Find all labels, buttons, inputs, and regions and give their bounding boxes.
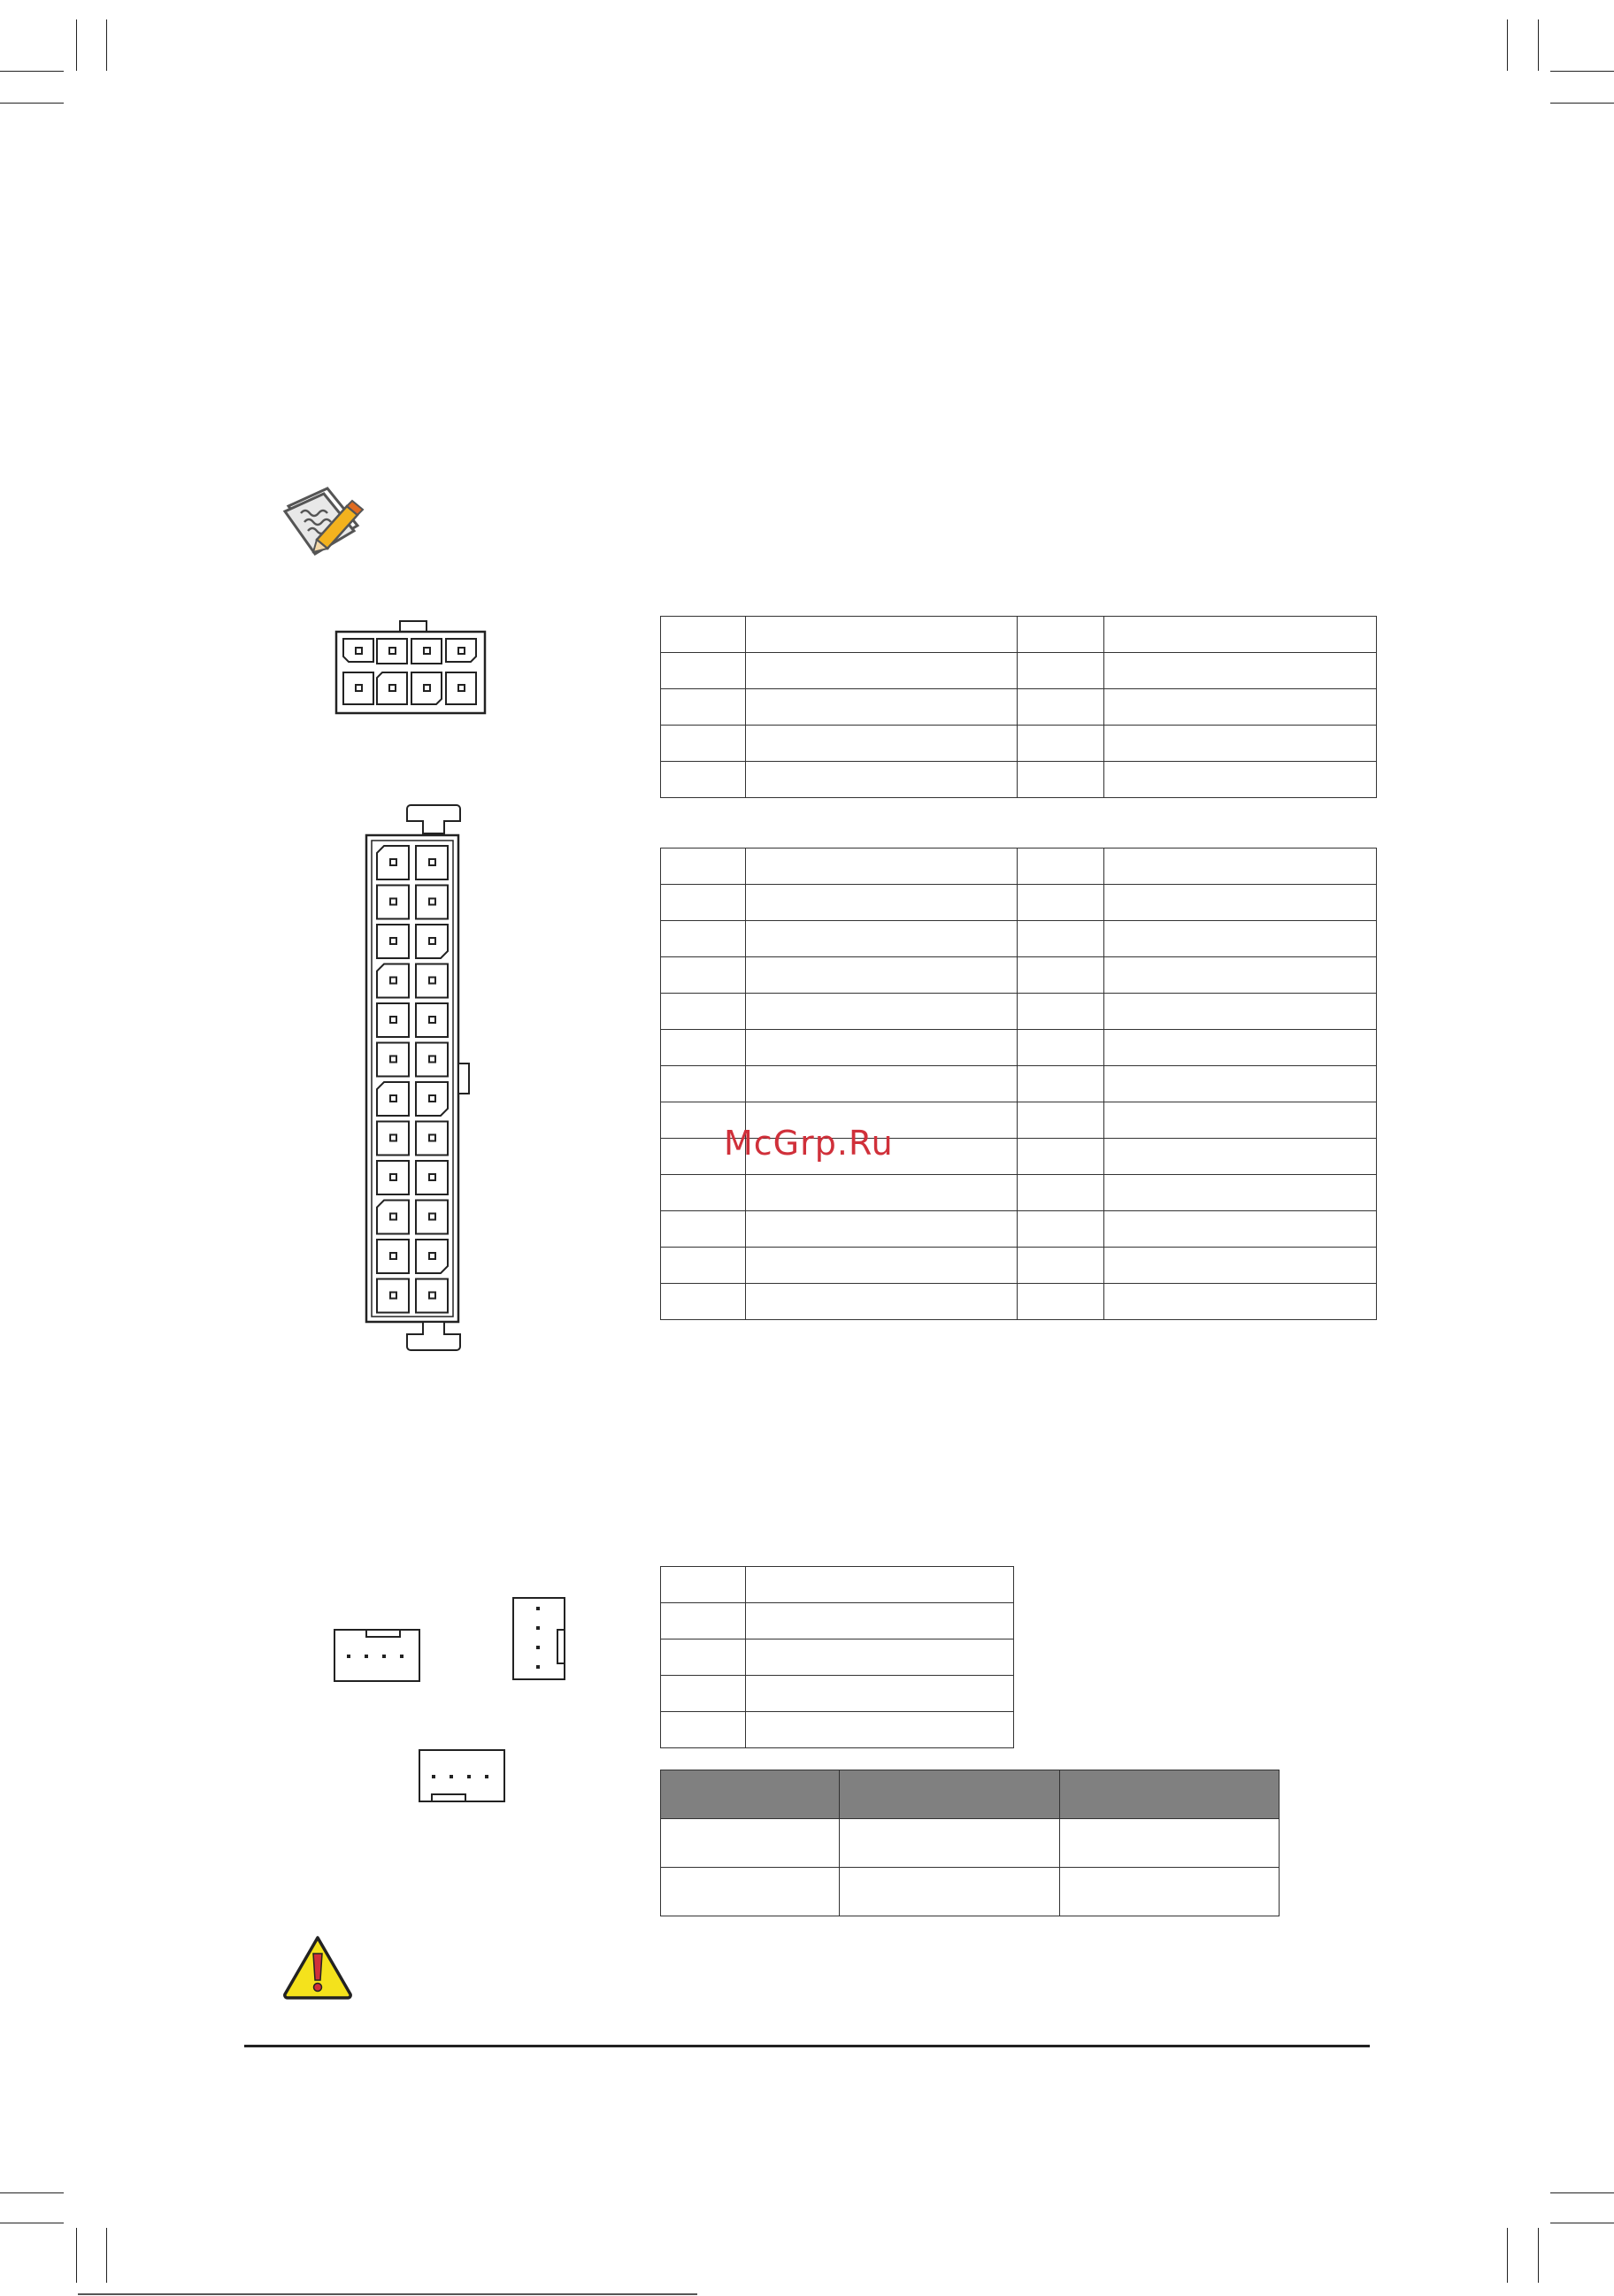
fan-header-horizontal-flipped — [418, 1748, 508, 1807]
table-row — [661, 957, 1377, 994]
table-cell — [661, 1603, 746, 1639]
footer-rule — [244, 2045, 1370, 2047]
atx-24pin-table — [660, 848, 1377, 1320]
table-cell — [661, 1819, 840, 1868]
table-cell — [1018, 1102, 1104, 1139]
table-cell — [661, 617, 746, 653]
table-cell — [661, 1248, 746, 1284]
table-cell — [745, 885, 1018, 921]
pin-contact — [390, 938, 396, 944]
pin-contact — [429, 1095, 435, 1102]
table-cell — [1018, 726, 1104, 762]
table-row — [661, 885, 1377, 921]
table-cell — [745, 849, 1018, 885]
page-edge-line — [78, 2293, 697, 2295]
table-cell — [1104, 885, 1377, 921]
atx-24pin-connector — [361, 803, 474, 1352]
pin-contact — [429, 1174, 435, 1180]
table-cell — [745, 1066, 1018, 1102]
table-cell — [1018, 957, 1104, 994]
table-row — [661, 1284, 1377, 1320]
table-cell — [661, 1770, 840, 1819]
table-cell — [661, 1030, 746, 1066]
table-cell — [661, 1639, 746, 1676]
table-cell — [661, 1284, 746, 1320]
table-cell — [1104, 1211, 1377, 1248]
fan-header-vertical — [510, 1594, 570, 1683]
table-cell — [661, 762, 746, 798]
table-cell — [661, 1175, 746, 1211]
crop-mark — [1550, 71, 1614, 72]
fan-header-table — [660, 1566, 1014, 1748]
table-cell — [1104, 1175, 1377, 1211]
table-cell — [1060, 1819, 1280, 1868]
table-cell — [1018, 1248, 1104, 1284]
crop-mark — [1538, 19, 1539, 71]
table-row — [661, 1211, 1377, 1248]
pin-contact — [429, 1135, 435, 1141]
crop-mark — [1538, 2228, 1539, 2283]
table-cell — [745, 957, 1018, 994]
crop-mark — [1507, 2228, 1508, 2283]
table-cell — [1104, 1248, 1377, 1284]
pin-contact — [390, 978, 396, 984]
table-cell — [1104, 957, 1377, 994]
pin-contact — [429, 1017, 435, 1023]
table-cell — [661, 653, 746, 689]
table-cell — [839, 1868, 1060, 1916]
table-cell — [745, 689, 1018, 726]
table-row — [661, 994, 1377, 1030]
crop-mark — [106, 19, 107, 71]
table-cell — [661, 1868, 840, 1916]
table-cell — [745, 1676, 1013, 1712]
table-row — [661, 1567, 1014, 1603]
table-cell — [745, 762, 1018, 798]
table-row — [661, 726, 1377, 762]
table-cell — [745, 1567, 1013, 1603]
table-cell — [661, 1567, 746, 1603]
pin-contact — [390, 1017, 396, 1023]
pin-contact — [429, 899, 435, 905]
note-pencil-icon — [281, 485, 366, 559]
crop-mark — [1550, 103, 1614, 104]
table-row — [661, 921, 1377, 957]
table-cell — [661, 885, 746, 921]
table-cell — [839, 1770, 1060, 1819]
table-row — [661, 1819, 1280, 1868]
table-cell — [1018, 1066, 1104, 1102]
table-cell — [661, 957, 746, 994]
pin-contact — [429, 938, 435, 944]
pin-contact — [390, 1135, 396, 1141]
pin-contact — [429, 1253, 435, 1259]
table-cell — [1104, 762, 1377, 798]
pin-contact — [390, 899, 396, 905]
table-cell — [1060, 1868, 1280, 1916]
table-row — [661, 1248, 1377, 1284]
table-cell — [1104, 921, 1377, 957]
table-row — [661, 1770, 1280, 1819]
table-row — [661, 762, 1377, 798]
pin-contact — [429, 859, 435, 865]
fan-header-horizontal — [333, 1624, 423, 1683]
table-cell — [1018, 762, 1104, 798]
table-cell — [661, 1676, 746, 1712]
crop-mark — [0, 71, 64, 72]
atx-12v-8pin-connector — [334, 619, 488, 717]
table-row — [661, 1639, 1014, 1676]
table-row — [661, 1712, 1014, 1748]
table-cell — [839, 1819, 1060, 1868]
table-cell — [661, 921, 746, 957]
table-cell — [661, 1066, 746, 1102]
crop-mark — [1507, 19, 1508, 71]
table-cell — [745, 1030, 1018, 1066]
pin-contact — [429, 1056, 435, 1063]
table-cell — [1018, 689, 1104, 726]
table-cell — [745, 921, 1018, 957]
table-cell — [661, 994, 746, 1030]
table-cell — [1104, 1102, 1377, 1139]
table-cell — [745, 1712, 1013, 1748]
table-row — [661, 617, 1377, 653]
table-cell — [1104, 689, 1377, 726]
table-cell — [661, 726, 746, 762]
table-cell — [745, 1603, 1013, 1639]
table-cell — [745, 1284, 1018, 1320]
pin-contact — [429, 1214, 435, 1220]
table-cell — [1104, 653, 1377, 689]
fan-spec-table — [660, 1770, 1280, 1916]
table-cell — [1104, 1066, 1377, 1102]
table-row — [661, 1030, 1377, 1066]
pin-contact — [390, 1174, 396, 1180]
pin-contact — [390, 1095, 396, 1102]
crop-mark — [106, 2228, 107, 2283]
table-cell — [745, 1211, 1018, 1248]
table-cell — [1104, 994, 1377, 1030]
table-cell — [1018, 1284, 1104, 1320]
watermark: McGrp.Ru — [724, 1124, 894, 1163]
table-cell — [1104, 849, 1377, 885]
table-row — [661, 849, 1377, 885]
table-cell — [745, 617, 1018, 653]
table-cell — [1060, 1770, 1280, 1819]
crop-mark — [1550, 2192, 1614, 2193]
table-cell — [1018, 617, 1104, 653]
table-cell — [745, 1639, 1013, 1676]
pin-contact — [390, 1293, 396, 1299]
table-cell — [661, 849, 746, 885]
table-cell — [1104, 726, 1377, 762]
crop-mark — [0, 2192, 64, 2193]
pin-contact — [390, 1214, 396, 1220]
table-cell — [1018, 1175, 1104, 1211]
crop-mark — [76, 19, 77, 71]
table-cell — [1018, 653, 1104, 689]
table-cell — [745, 653, 1018, 689]
table-row — [661, 689, 1377, 726]
pin-contact — [429, 978, 435, 984]
table-cell — [661, 689, 746, 726]
pin-contact — [429, 1293, 435, 1299]
table-cell — [1104, 1139, 1377, 1175]
table-cell — [1018, 1030, 1104, 1066]
crop-mark — [76, 2228, 77, 2283]
table-row — [661, 1676, 1014, 1712]
pin-contact — [390, 1056, 396, 1063]
table-cell — [745, 994, 1018, 1030]
crop-mark — [0, 103, 64, 104]
table-cell — [1104, 617, 1377, 653]
pin-contact — [390, 859, 396, 865]
table-cell — [1018, 849, 1104, 885]
table-cell — [1018, 921, 1104, 957]
warning-triangle-icon — [281, 1934, 354, 2000]
table-cell — [1104, 1284, 1377, 1320]
table-row — [661, 1868, 1280, 1916]
table-row — [661, 653, 1377, 689]
table-row — [661, 1066, 1377, 1102]
table-row — [661, 1603, 1014, 1639]
atx-12v-8pin-table — [660, 616, 1377, 798]
table-cell — [745, 1248, 1018, 1284]
pin-contact — [390, 1253, 396, 1259]
table-cell — [661, 1712, 746, 1748]
table-cell — [1018, 1139, 1104, 1175]
table-cell — [1018, 1211, 1104, 1248]
table-cell — [745, 726, 1018, 762]
table-cell — [1018, 994, 1104, 1030]
table-row — [661, 1175, 1377, 1211]
table-cell — [745, 1175, 1018, 1211]
table-cell — [1104, 1030, 1377, 1066]
table-cell — [1018, 885, 1104, 921]
table-cell — [661, 1211, 746, 1248]
